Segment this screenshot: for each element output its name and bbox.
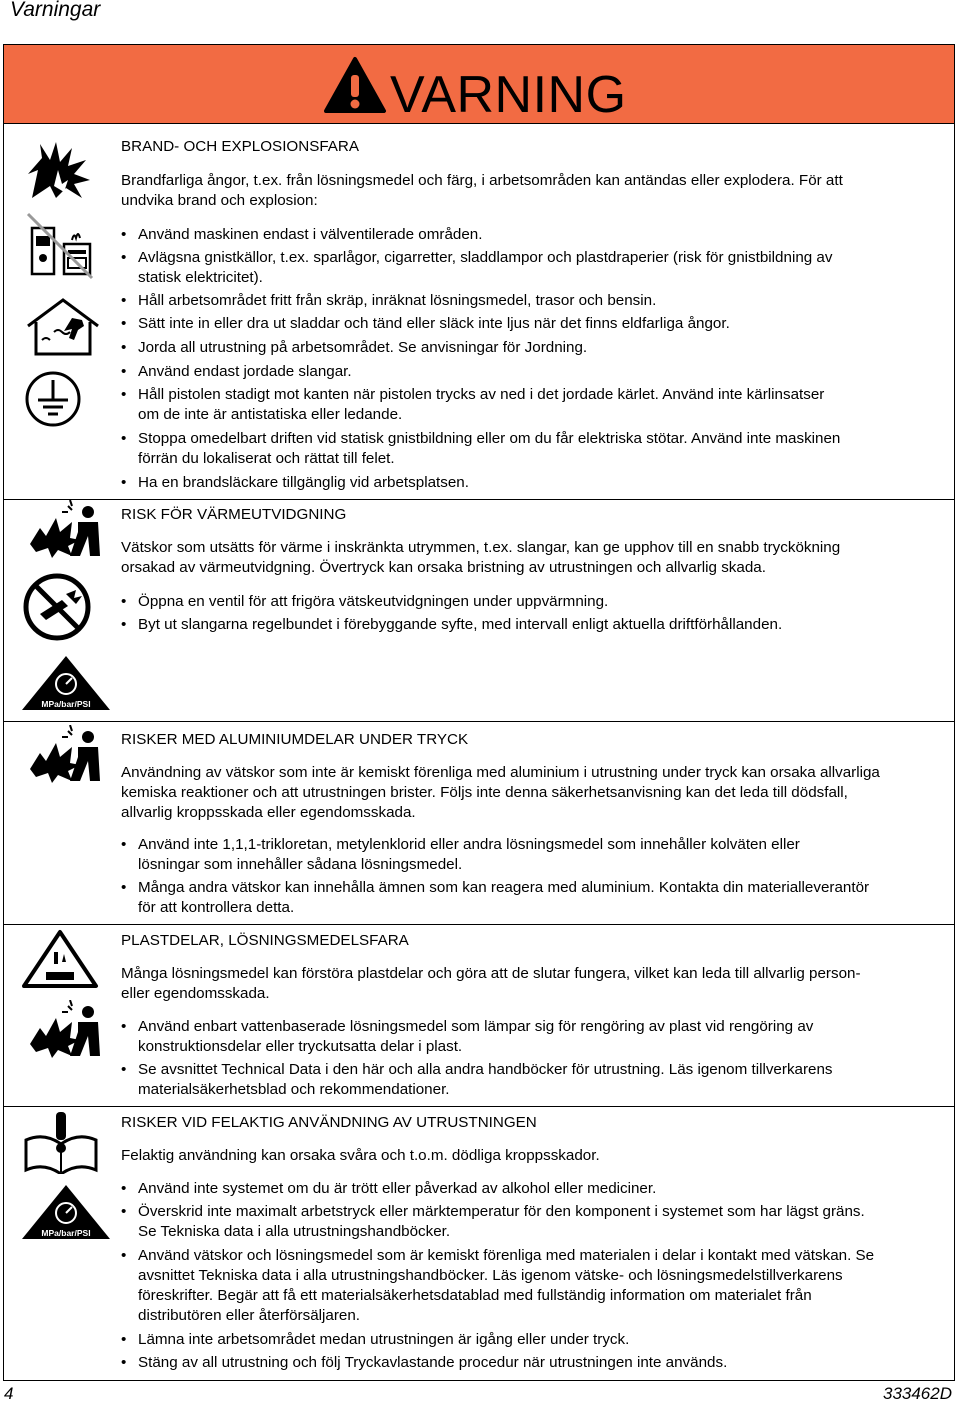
fluid-burst-icon [22, 500, 102, 560]
gauge-label: MPa/bar/PSI [41, 699, 91, 709]
page-header-title: Varningar [10, 0, 101, 21]
section-title-aluminum: RISKER MED ALUMINIUMDELAR UNDER TRYCK [121, 731, 469, 748]
house-spray-gun-icon [24, 296, 102, 358]
section-divider [4, 1106, 954, 1107]
list-item: • Håll arbetsområdet fritt från skräp, inräknat lösningsmedel, trasor och bensin. [121, 292, 657, 309]
aluminum-intro-line: Användning av vätskor som inte är kemiskt förenliga med aluminium i utrustning under tryck kan orsaka allvarliga [121, 764, 880, 781]
fire-intro-line: undvika brand och explosion: [121, 192, 318, 209]
list-item: • Använd maskinen endast i välventilerade områden. [121, 226, 483, 243]
fire-intro-line: Brandfarliga ångor, t.ex. från lösningsmedel och färg, i arbetsområden kan antändas eller explodera. För att [121, 172, 843, 189]
list-item: • Stäng av all utrustning och följ Tryckavlastande procedur när utrustningen inte används. [121, 1354, 728, 1371]
list-item: • Använd enbart vattenbaserade lösningsmedel som lämpar sig för rengöring av plast vid rengöring av [121, 1018, 814, 1035]
section-title-fire: BRAND- OCH EXPLOSIONSFARA [121, 138, 359, 155]
list-item-continuation: statisk elektricitet). [138, 269, 263, 286]
list-item-continuation: för att kontrollera detta. [138, 899, 295, 916]
list-item: • Stoppa omedelbart driften vid statisk gnistbildning eller om du får elektriska stötar. Använd inte maskinen [121, 430, 841, 447]
plastic-intro-line: eller egendomsskada. [121, 985, 270, 1002]
ground-symbol-icon [24, 370, 82, 428]
list-item-continuation: lösningar som innehåller sådana lösningsmedel. [138, 856, 463, 873]
list-item: • Lämna inte arbetsområdet medan utrustningen är igång eller under tryck. [121, 1331, 630, 1348]
page-number: 4 [4, 1384, 14, 1403]
list-item: • Använd endast jordade slangar. [121, 363, 352, 380]
list-item: • Ha en brandsläckare tillgänglig vid arbetsplatsen. [121, 474, 469, 491]
list-item: • Byt ut slangarna regelbundet i förebyggande syfte, med intervall enligt aktuella driftförhållanden. [121, 616, 783, 633]
chemical-hazard-icon [20, 928, 100, 990]
list-item-continuation: Se Tekniska data i alla utrustningshandböcker. [138, 1223, 451, 1240]
pressure-gauge-icon [20, 1183, 112, 1241]
list-item: • Använd inte 1,1,1-trikloretan, metylenklorid eller andra lösningsmedel som innehåller kolväten eller [121, 836, 800, 853]
gauge-label: MPa/bar/PSI [41, 1228, 91, 1238]
no-heat-icon [22, 572, 92, 642]
warning-triangle-icon [322, 53, 388, 119]
explosion-icon [26, 140, 92, 200]
list-item-continuation: konstruktionsdelar eller tryckutsatta delar i plast. [138, 1038, 463, 1055]
section-divider [4, 499, 954, 500]
pressure-gauge-icon [20, 654, 112, 712]
list-item: • Se avsnittet Technical Data i den här och alla andra handböcker för utrustning. Läs igenom tillverkarens [121, 1061, 833, 1078]
list-item: • Avlägsna gnistkällor, t.ex. sparlågor, cigarretter, sladdlampor och plastdraperier (risk för gnistbildning av [121, 249, 833, 266]
no-ignition-sources-icon [24, 210, 96, 282]
warning-title: VARNING [390, 66, 627, 124]
list-item: • Öppna en ventil för att frigöra vätskeutvidgningen under uppvärmning. [121, 593, 609, 610]
aluminum-intro-line: kemiska reaktioner och att utrustningen brister. Följs inte denna säkerhetsanvisning kan det leda till dödsfall, [121, 784, 848, 801]
list-item: • Överskrid inte maximalt arbetstryck eller märktemperatur för den komponent i systemet som har lägst gräns. [121, 1203, 865, 1220]
list-item: • Sätt inte in eller dra ut sladdar och tänd eller släck inte ljus när det finns eldfarliga ångor. [121, 315, 730, 332]
list-item-continuation: föreskrifter. Begär att få ett materialsäkerhetsdatablad med fullständig information om materialet från [138, 1287, 812, 1304]
document-number: 333462D [882, 1384, 952, 1403]
warning-banner [4, 45, 954, 124]
list-item-continuation: förrän du lokaliserat och rättat till felet. [138, 450, 395, 467]
plastic-intro-line: Många lösningsmedel kan förstöra plastdelar och göra att de slutar fungera, vilket kan leda till allvarlig person- [121, 965, 861, 982]
list-item-continuation: avsnittet Tekniska data i alla utrustningshandböcker. Läs igenom vätske- och lösningsmedelstillverkarens [138, 1267, 843, 1284]
list-item-continuation: distributören eller återförsäljaren. [138, 1307, 361, 1324]
section-title-misuse: RISKER VID FELAKTIG ANVÄNDNING AV UTRUSTNINGEN [121, 1114, 537, 1131]
list-item: • Använd vätskor och lösningsmedel som är kemiskt förenliga med materialen i delar i kontakt med vätskan. Se [121, 1247, 875, 1264]
list-item: • Använd inte systemet om du är trött eller påverkad av alkohol eller mediciner. [121, 1180, 657, 1197]
list-item: • Många andra vätskor kan innehålla ämnen som kan reagera med aluminium. Kontakta din materialleverantör [121, 879, 870, 896]
fluid-burst-icon [22, 1000, 102, 1060]
thermal-intro-line: Vätskor som utsätts för värme i inskränkta utrymmen, t.ex. slangar, kan ge upphov till en snabb tryckökning [121, 539, 841, 556]
section-divider [4, 721, 954, 722]
list-item-continuation: om de inte är antistatiska eller ledande. [138, 406, 403, 423]
section-title-plastic: PLASTDELAR, LÖSNINGSMEDELSFARA [121, 932, 409, 949]
read-manual-icon [22, 1110, 100, 1174]
aluminum-intro-line: allvarlig kroppsskada eller egendomsskada. [121, 804, 416, 821]
misuse-intro-line: Felaktig användning kan orsaka svåra och t.o.m. dödliga kroppsskador. [121, 1147, 600, 1164]
section-divider [4, 924, 954, 925]
list-item: • Håll pistolen stadigt mot kanten när pistolen trycks av ned i det jordade kärlet. Använd inte kärlinsatser [121, 386, 825, 403]
thermal-intro-line: orsakad av värmeutvidgning. Övertryck kan orsaka bristning av utrustningen och allvarlig skada. [121, 559, 766, 576]
section-title-thermal: RISK FÖR VÄRMEUTVIDGNING [121, 506, 347, 523]
fluid-burst-icon [22, 725, 102, 785]
list-item: • Jorda all utrustning på arbetsområdet. Se anvisningar för Jordning. [121, 339, 588, 356]
list-item-continuation: materialsäkerhetsblad och rekommendationer. [138, 1081, 450, 1098]
